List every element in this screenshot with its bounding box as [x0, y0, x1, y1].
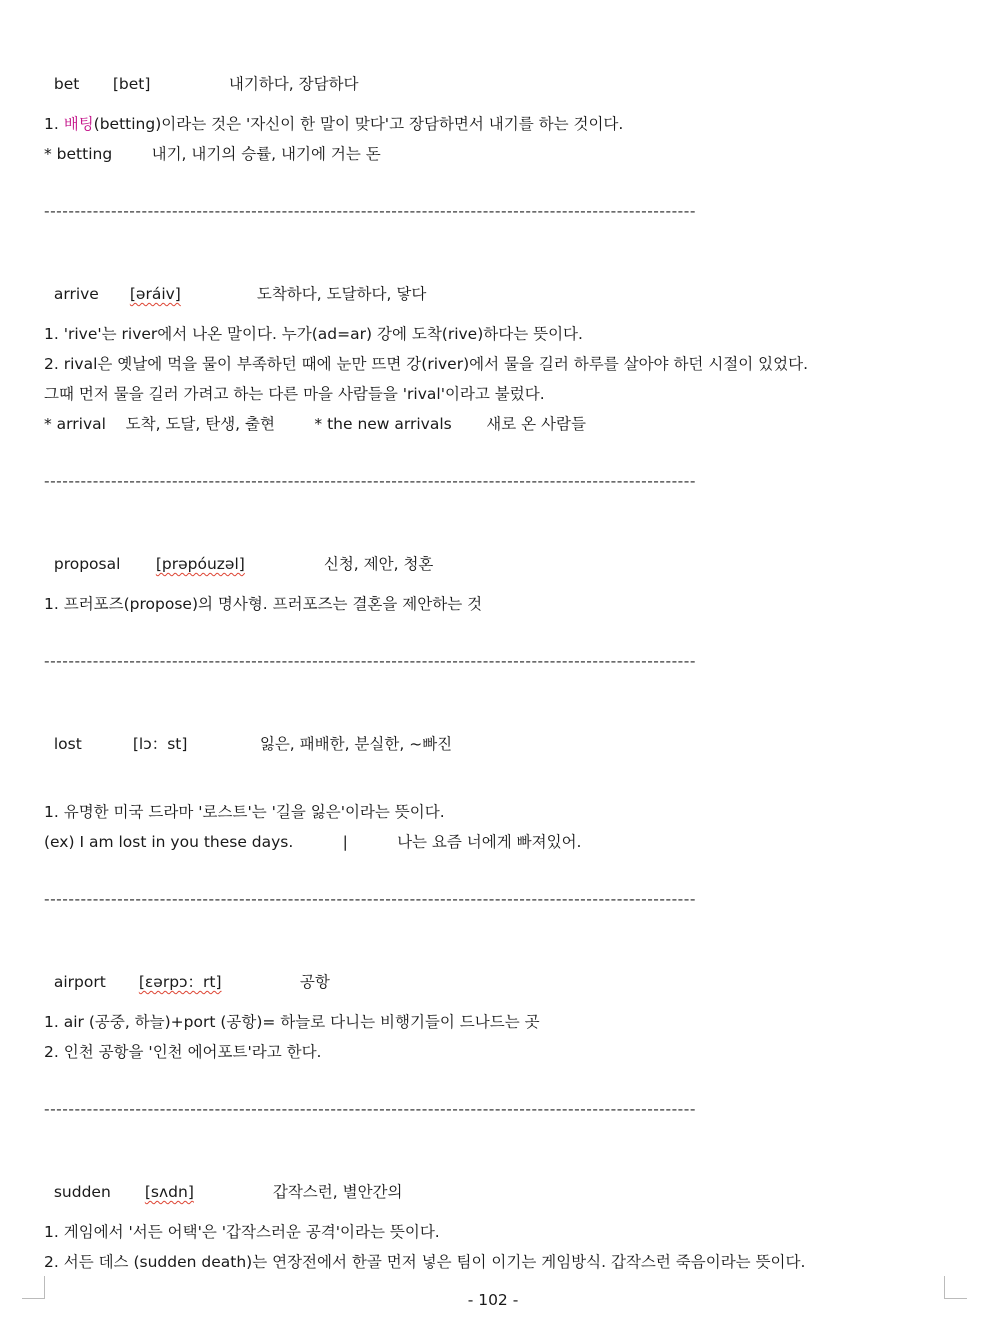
separator-line: -----------------------------------------------------------------------------------------------------------	[44, 890, 696, 908]
pronunciation: [bet]	[112, 75, 151, 93]
headword: arrive	[53, 285, 99, 303]
entry-line: 2. 인천 공항을 '인천 에어포트'라고 한다.	[44, 1043, 322, 1061]
entry-line: 그때 먼저 물을 길러 가려고 하는 다른 마을 사람들을 'rival'이라고 불렀다.	[44, 385, 545, 403]
separator-line: -----------------------------------------------------------------------------------------------------------	[44, 1100, 696, 1118]
separator-line: -----------------------------------------------------------------------------------------------------------	[44, 202, 696, 220]
pronunciation: [lɔ：st]	[132, 735, 188, 753]
entry-heading-proposal	[44, 534, 434, 573]
separator-line: -----------------------------------------------------------------------------------------------------------	[44, 652, 696, 670]
headword: proposal	[53, 555, 121, 573]
entry-line: 1. 'rive'는 river에서 나온 말이다. 누가(ad=ar) 강에 도착(rive)하다는 뜻이다.	[44, 325, 583, 343]
pronunciation: [əráiv]	[129, 285, 181, 303]
pronunciation: [εərpɔ：rt]	[138, 973, 222, 991]
pronunciation: [sʌdn]	[144, 1183, 194, 1201]
meaning: 공항	[299, 973, 330, 991]
headword: bet	[53, 75, 80, 93]
page-number: - 102 -	[467, 1291, 519, 1309]
entry-line: 2. rival은 옛날에 먹을 물이 부족하던 때에 눈만 뜨면 강(river)에서 물을 길러 하루를 살아야 하던 시절이 있었다.	[44, 355, 809, 373]
entry-heading-bet	[44, 54, 359, 93]
meaning: 내기하다, 장담하다	[228, 75, 359, 93]
entry-line: (ex) I am lost in you these days. | 나는 요즘 너에게 빠져있어.	[44, 833, 582, 851]
entry-heading-arrive	[44, 264, 427, 303]
headword: sudden	[53, 1183, 111, 1201]
pronunciation: [prəpóuzəl]	[155, 555, 245, 573]
headword: lost	[53, 735, 82, 753]
headword: airport	[53, 973, 106, 991]
entry-heading-airport	[44, 952, 330, 991]
meaning: 잃은, 패배한, 분실한, ~빠진	[259, 735, 453, 753]
entry-line: 1. 유명한 미국 드라마 '로스트'는 '길을 잃은'이라는 뜻이다.	[44, 803, 445, 821]
entry-line: 2. 서든 데스 (sudden death)는 연장전에서 한골 먼저 넣은 팀이 이기는 게임방식. 갑작스런 죽음이라는 뜻이다.	[44, 1253, 806, 1271]
meaning: 신청, 제안, 청혼	[323, 555, 434, 573]
entry-line: 1. 게임에서 '서든 어택'은 '갑작스러운 공격'이라는 뜻이다.	[44, 1223, 440, 1241]
entry-line: * betting 내기, 내기의 승률, 내기에 거는 돈	[44, 145, 381, 163]
entry-heading-sudden	[44, 1162, 403, 1201]
entry-line: 1. 프러포즈(propose)의 명사형. 프러포즈는 결혼을 제안하는 것	[44, 595, 483, 613]
entry-line: * arrival 도착, 도달, 탄생, 출현 * the new arrivals 새로 온 사람들	[44, 415, 586, 433]
highlighted-term: 배팅	[63, 115, 94, 133]
separator-line: -----------------------------------------------------------------------------------------------------------	[44, 472, 696, 490]
meaning: 도착하다, 도달하다, 닿다	[256, 285, 427, 303]
entry-line: 1. 배팅(betting)이라는 것은 '자신이 한 말이 맞다'고 장담하면서 내기를 하는 것이다.	[44, 115, 624, 133]
entry-line: 1. air (공중, 하늘)+port (공항)= 하늘로 다니는 비행기들이 드나드는 곳	[44, 1013, 540, 1031]
entry-heading-lost	[44, 714, 453, 753]
meaning: 갑작스런, 별안간의	[272, 1183, 403, 1201]
